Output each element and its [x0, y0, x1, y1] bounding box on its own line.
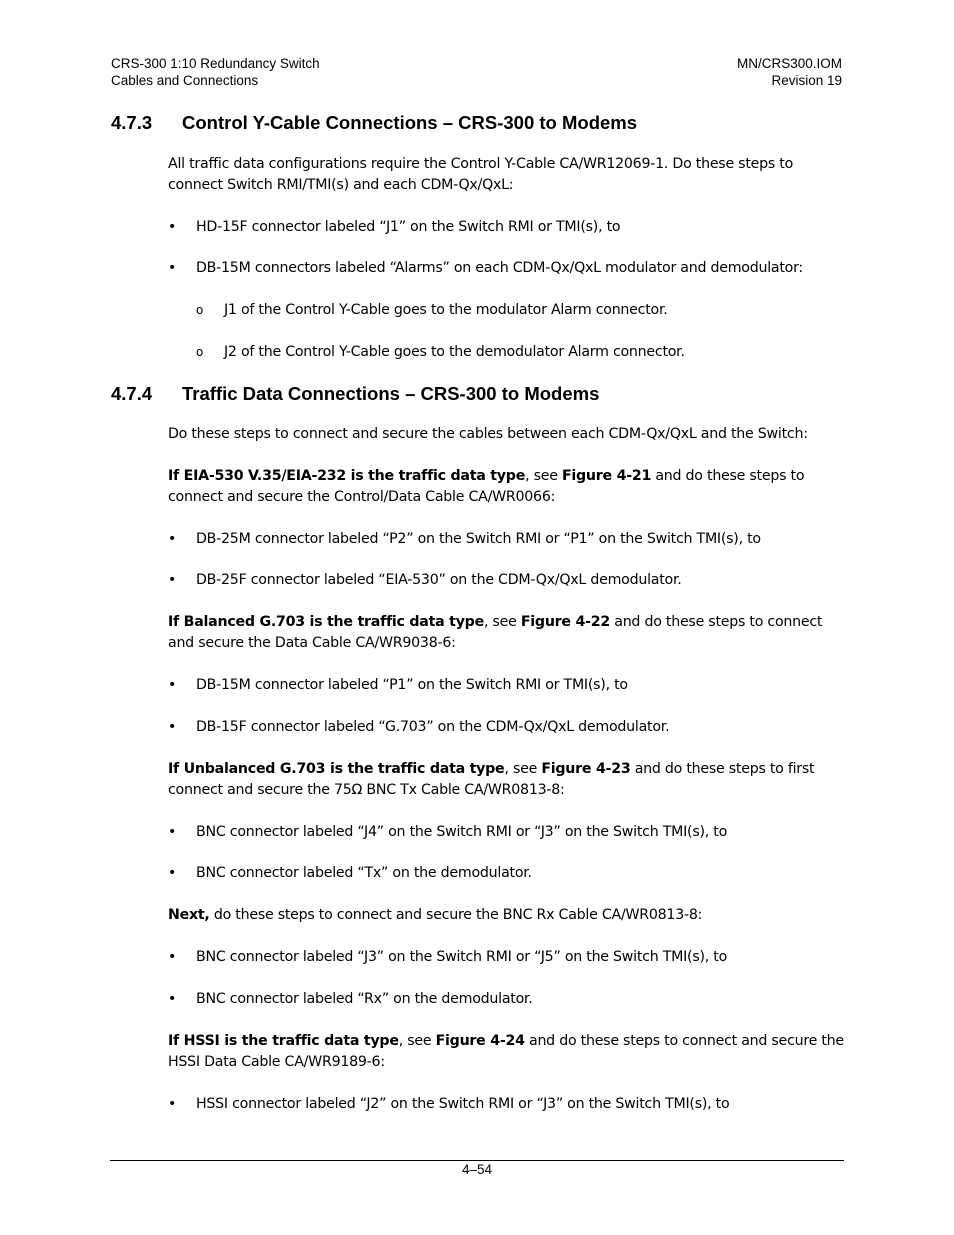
- section-number: 4.7.3: [111, 112, 153, 133]
- bullet-icon: •: [168, 219, 177, 235]
- bullet-icon: •: [168, 991, 177, 1007]
- bullet-icon: •: [168, 865, 177, 881]
- bullet-icon: •: [168, 677, 177, 693]
- sub-bullet-icon: o: [196, 345, 204, 359]
- section-title: Control Y-Cable Connections – CRS-300 to Modems: [182, 112, 638, 133]
- section-number: 4.7.4: [111, 383, 153, 404]
- paragraph-balanced-g703: If Balanced G.703 is the traffic data type, see Figure 4-22 and do these steps to connect and secure the Data Cable CA/WR9038-6:: [168, 614, 823, 651]
- condition-lead: If Unbalanced G.703 is the traffic data type: [168, 761, 505, 777]
- bullet-icon: •: [168, 949, 177, 965]
- figure-reference: Figure 4-24: [435, 1033, 525, 1049]
- condition-lead: Next,: [168, 907, 210, 923]
- paragraph-hssi: If HSSI is the traffic data type, see Figure 4-24 and do these steps to connect and secure the HSSI Data Cable CA/WR9189-6:: [168, 1033, 844, 1070]
- condition-lead: If HSSI is the traffic data type: [168, 1033, 399, 1049]
- sub-bullet-icon: o: [196, 303, 204, 317]
- bullet-icon: •: [168, 531, 177, 547]
- running-header-right: [737, 56, 842, 89]
- header-chapter-title: Cables and Connections: [111, 72, 259, 88]
- bullet-icon: •: [168, 260, 177, 276]
- figure-reference: Figure 4-22: [520, 614, 610, 630]
- paragraph-intro-474: Do these steps to connect and secure the cables between each CDM-Qx/QxL and the Switch:: [168, 426, 808, 442]
- running-header-left: [111, 56, 320, 89]
- paragraph-unbalanced-g703: If Unbalanced G.703 is the traffic data type, see Figure 4-23 and do these steps to first connect and secure the 75Ω BNC Tx Cable CA/WR0813-8:: [168, 761, 815, 798]
- figure-reference: Figure 4-23: [541, 761, 631, 777]
- section-title: Traffic Data Connections – CRS-300 to Modems: [182, 383, 600, 404]
- header-product-title: CRS-300 1:10 Redundancy Switch: [111, 56, 320, 71]
- header-manual-number: MN/CRS300.IOM: [736, 56, 842, 71]
- footer-rule: [110, 1160, 844, 1161]
- paragraph-intro-473: All traffic data configurations require the Control Y-Cable CA/WR12069-1. Do these steps to connect Switch RMI/TMI(s) and each CDM-Qx/QxL:: [168, 156, 794, 193]
- page-number: 4–54: [461, 1162, 493, 1177]
- section-heading-4-7-4: [111, 383, 599, 405]
- paragraph-eia530: If EIA-530 V.35/EIA-232 is the traffic data type, see Figure 4-21 and do these steps to connect and secure the Control/Data Cable CA/WR0066:: [168, 468, 805, 505]
- bullet-icon: •: [168, 1096, 177, 1112]
- paragraph-next-rx: Next, do these steps to connect and secure the BNC Rx Cable CA/WR0813-8:: [168, 907, 703, 923]
- header-revision: Revision 19: [771, 72, 842, 88]
- condition-lead: If Balanced G.703 is the traffic data type: [168, 614, 484, 630]
- section-heading-4-7-3: [111, 112, 637, 134]
- condition-lead: If EIA-530 V.35/EIA-232 is the traffic data type: [168, 468, 526, 484]
- bullet-icon: •: [168, 824, 177, 840]
- figure-reference: Figure 4-21: [561, 468, 652, 484]
- bullet-icon: •: [168, 572, 177, 588]
- bullet-icon: •: [168, 719, 177, 735]
